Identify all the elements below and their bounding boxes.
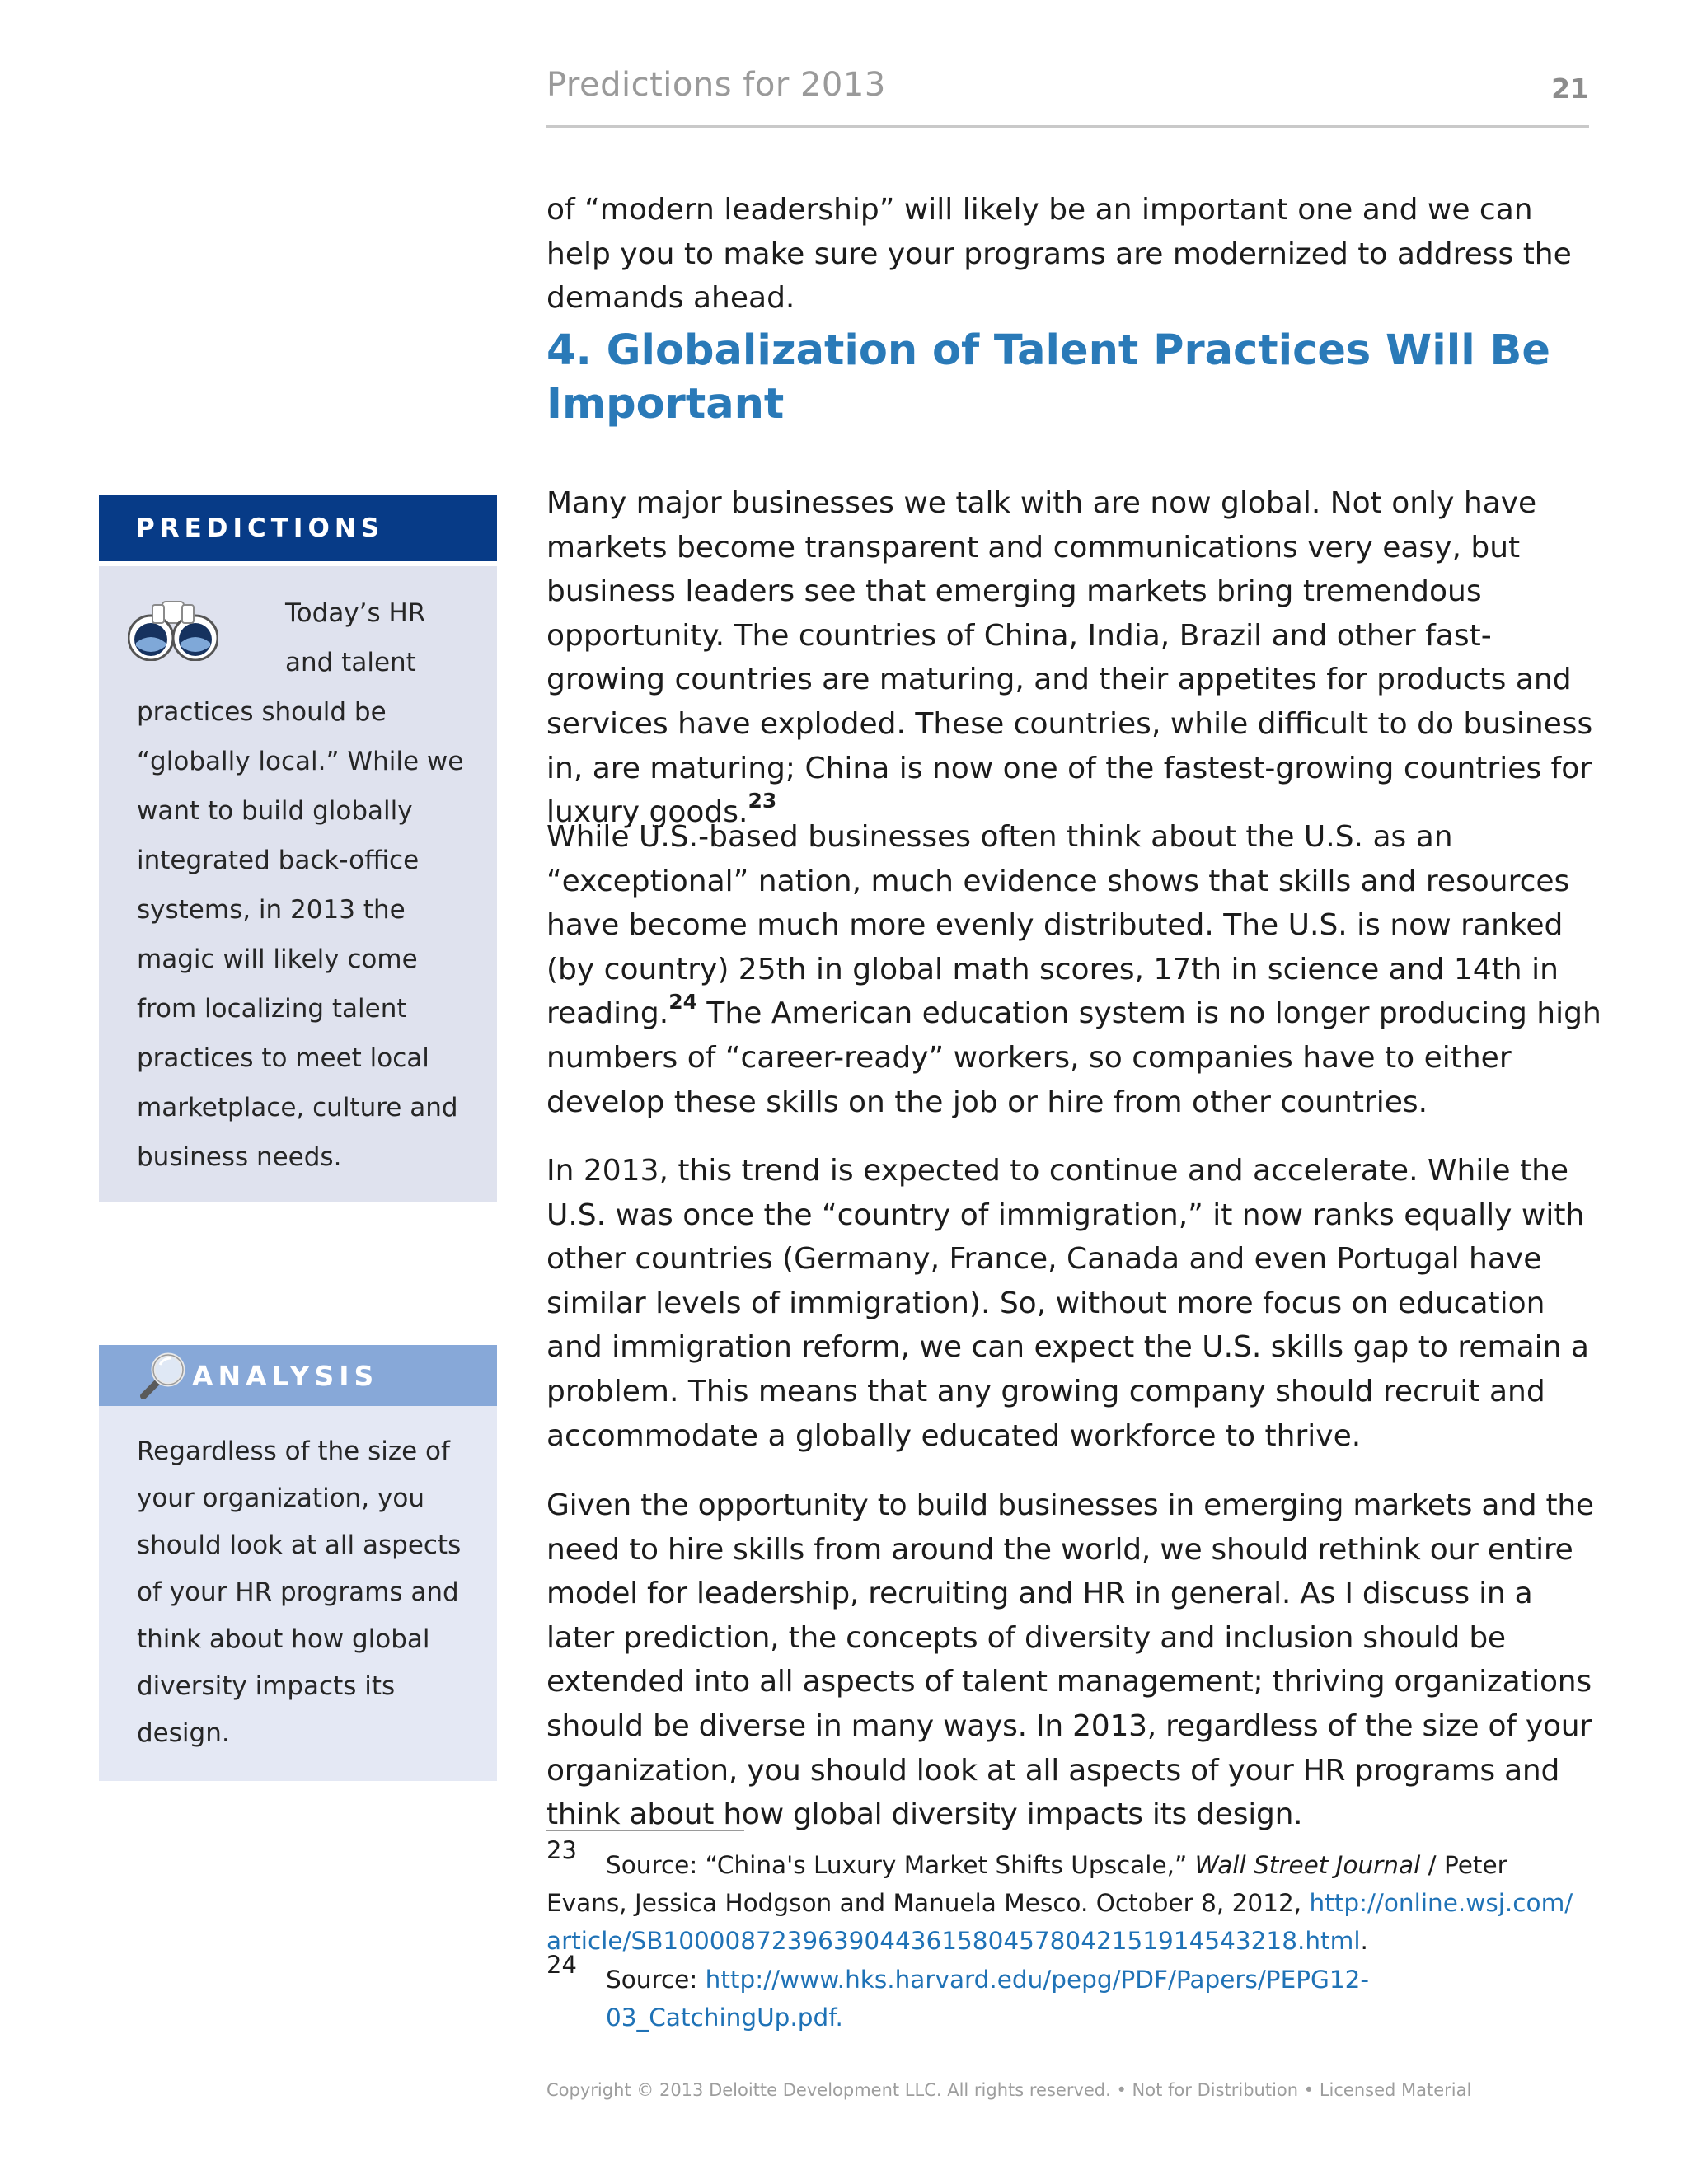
intro-continuation: of “modern leadership” will likely be an important one and we can help you to make sure your programs are modernized to address the demands ahead. — [546, 193, 1572, 316]
footnote-text — [606, 1961, 1595, 2036]
footnote-text — [546, 1846, 1585, 1960]
footnote-publication: Wall Street Journal — [1194, 1851, 1421, 1879]
footnote-suffix: . — [1360, 1927, 1368, 1955]
paragraph-1-text: Many major businesses we talk with are now global. Not only have markets become transparent and communications very easy, but business leaders see that emerging markets bring tremendous opportunity. The countries of China, India, Brazil and other fast-growing countries are maturing, and their appetites for products and services have exploded. These countries, while difficult to do business in, are maturing; China is now one of the fastest-growing countries for luxury goods. — [546, 486, 1593, 830]
footnote-number: 23 — [546, 1836, 577, 1864]
footnote-source-prefix: Source: — [606, 1966, 706, 1994]
copyright-notice: Copyright © 2013 Deloitte Development LLC. All rights reserved. • Not for Distribution • Licensed Material — [546, 2080, 1472, 2100]
running-header — [546, 66, 1589, 128]
footnote-authors: / Peter Evans, Jessica Hodgson and Manuela Mesco. October 8, 2012, — [546, 1851, 1507, 1917]
body-paragraph-1 — [546, 481, 1601, 835]
predictions-line-2: and talent — [285, 648, 416, 677]
paragraph-2-text-b: The American education system is no longer producing high numbers of “career-ready” workers, so companies have to either develop these skills on the job or hire from other countries. — [546, 996, 1601, 1119]
footnote-link[interactable]: http://online.wsj.com/article/SB10000872396390443615804578042151914543218.html — [546, 1889, 1573, 1955]
analysis-header — [99, 1345, 497, 1406]
predictions-heading: PREDICTIONS — [136, 513, 385, 543]
predictions-box — [99, 566, 497, 1202]
footnote-link[interactable]: http://www.hks.harvard.edu/pepg/PDF/Papers/PEPG12-03_CatchingUp.pdf. — [606, 1966, 1370, 2032]
analysis-text: Regardless of the size of your organization, you should look at all aspects of your HR programs and think about how global diversity impacts its design. — [137, 1436, 462, 1748]
footnote-ref-24[interactable]: 24 — [668, 990, 697, 1015]
magnifying-glass-icon — [138, 1350, 190, 1401]
analysis-box — [99, 1406, 497, 1781]
running-title: Predictions for 2013 — [546, 66, 886, 104]
footnote-divider — [546, 1830, 744, 1831]
footnote-23 — [546, 1836, 1601, 1960]
predictions-line-1: Today’s HR — [285, 598, 426, 628]
analysis-heading: ANALYSIS — [192, 1360, 379, 1392]
page-number: 21 — [1551, 73, 1589, 105]
footnote-number: 24 — [546, 1951, 577, 1979]
footnote-24 — [546, 1951, 1601, 2032]
body-paragraph-4: Given the opportunity to build businesses in emerging markets and the need to hire skills from around the world, we should rethink our entire model for leadership, recruiting and HR in general. As I discuss in a later prediction, the concepts of diversity and inclusion should be extended into all aspects of talent management; thriving organizations should be diverse in many ways. In 2013, regardless of the size of your organization, you should look at all aspects of your HR programs and think about how global diversity impacts its design. — [546, 1488, 1594, 1832]
section-heading: 4. Globalization of Talent Practices Will Be Important — [546, 326, 1550, 429]
predictions-text: practices should be “globally local.” While we want to build globally integrated back-office systems, in 2013 the magic will likely come from localizing talent practices to meet local marketplace, culture and business needs. — [137, 697, 464, 1172]
body-paragraph-3: In 2013, this trend is expected to continue and accelerate. While the U.S. was once the “country of immigration,” it now ranks equally with other countries (Germany, France, Canada and even Portugal have similar levels of immigration). So, without more focus on education and immigration reform, we can expect the U.S. skills gap to remain a problem. This means that any growing company should recruit and accommodate a globally educated workforce to thrive. — [546, 1154, 1589, 1453]
footnote-source-prefix: Source: “China's Luxury Market Shifts Upscale,” — [606, 1851, 1195, 1879]
binoculars-icon — [128, 595, 218, 661]
paragraph-2-text-a: While U.S.-based businesses often think about the U.S. as an “exceptional” nation, much evidence shows that skills and resources have become much more evenly distributed. The U.S. is now ranked (by country) 25th in global math scores, 17th in science and 14th in reading. — [546, 820, 1570, 1031]
body-paragraph-2 — [546, 815, 1601, 1124]
predictions-header — [99, 495, 497, 561]
footnote-ref-23[interactable]: 23 — [748, 789, 777, 813]
